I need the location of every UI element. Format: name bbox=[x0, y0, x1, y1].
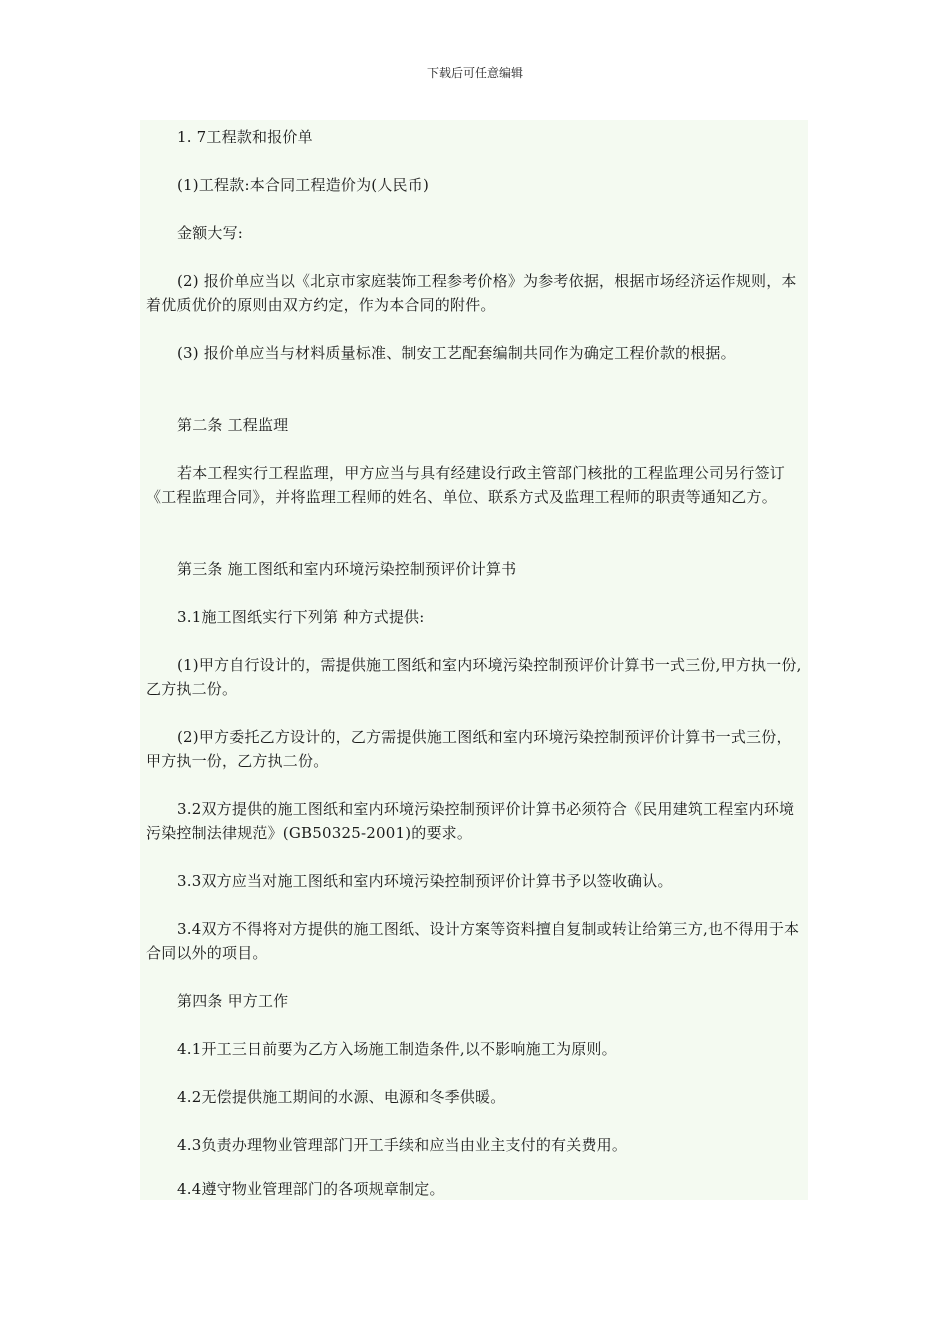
section-heading-article-3: 第三条 施工图纸和室内环境污染控制预评价计算书 bbox=[177, 560, 517, 578]
paragraph-3-1: 3.1施工图纸实行下列第 种方式提供: bbox=[177, 608, 425, 626]
paragraph-1-7-heading: 1. 7工程款和报价单 bbox=[177, 128, 313, 146]
paragraph-quote-basis: (2) 报价单应当以《北京市家庭装饰工程参考价格》为参考依据，根据市场经济运作规则，本着优质优价的原则由双方约定，作为本合同的附件。 bbox=[146, 272, 797, 314]
paragraph-quote-standards: (3) 报价单应当与材料质量标准、制安工艺配套编制共同作为确定工程价款的根据。 bbox=[177, 344, 736, 362]
paragraph-contract-price: (1)工程款:本合同工程造价为(人民币) bbox=[177, 176, 430, 194]
page-header: 下载后可任意编辑 bbox=[426, 66, 523, 80]
paragraph-supervision: 若本工程实行工程监理，甲方应当与具有经建设行政主管部门核批的工程监理公司另行签订《工程监理合同》，并将监理工程师的姓名、单位、联系方式及监理工程师的职责等通知乙方。 bbox=[146, 464, 786, 506]
paragraph-3-4: 3.4双方不得将对方提供的施工图纸、设计方案等资料擅自复制或转让给第三方,也不得用于本合同以外的项目。 bbox=[146, 920, 800, 962]
paragraph-4-3: 4.3负责办理物业管理部门开工手续和应当由业主支付的有关费用。 bbox=[177, 1136, 628, 1154]
paragraph-amount-words: 金额大写: bbox=[177, 224, 244, 242]
paragraph-4-4: 4.4遵守物业管理部门的各项规章制定。 bbox=[177, 1180, 445, 1198]
section-heading-article-4: 第四条 甲方工作 bbox=[177, 992, 289, 1010]
paragraph-3-1-option-1: (1)甲方自行设计的，需提供施工图纸和室内环境污染控制预评价计算书一式三份,甲方执一份,乙方执二份。 bbox=[146, 656, 802, 698]
paragraph-3-3: 3.3双方应当对施工图纸和室内环境污染控制预评价计算书予以签收确认。 bbox=[177, 872, 673, 890]
section-heading-article-2: 第二条 工程监理 bbox=[177, 416, 289, 434]
paragraph-4-1: 4.1开工三日前要为乙方入场施工制造条件,以不影响施工为原则。 bbox=[177, 1040, 617, 1058]
paragraph-3-2: 3.2双方提供的施工图纸和室内环境污染控制预评价计算书必须符合《民用建筑工程室内环境污染控制法律规范》(GB50325-2001)的要求。 bbox=[146, 800, 795, 842]
paragraph-4-2: 4.2无偿提供施工期间的水源、电源和冬季供暖。 bbox=[177, 1088, 506, 1106]
document-body bbox=[140, 120, 808, 1200]
paragraph-3-1-option-2: (2)甲方委托乙方设计的，乙方需提供施工图纸和室内环境污染控制预评价计算书一式三份，甲方执一份，乙方执二份。 bbox=[146, 728, 792, 770]
